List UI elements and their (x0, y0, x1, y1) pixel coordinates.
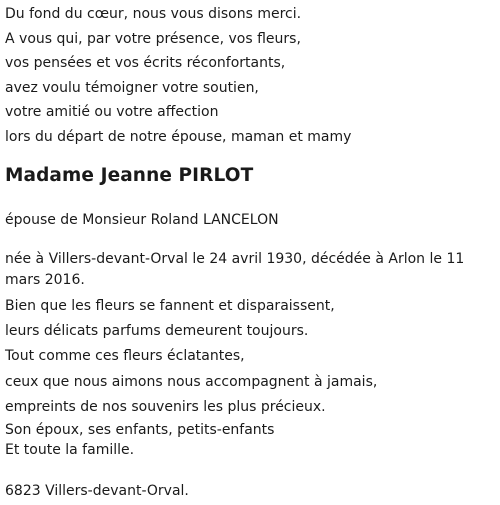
poem-line: leurs délicats parfums demeurent toujours. (5, 323, 309, 340)
thank-you-message (5, 2, 351, 150)
thank-you-line: avez voulu témoigner votre soutien, (5, 79, 259, 96)
family-line: Et toute la famille. (5, 442, 135, 458)
poem-line: Tout comme ces fleurs éclatantes, (5, 348, 245, 365)
thank-you-line: vos pensées et vos écrits réconfortants, (5, 55, 286, 72)
poem-line: empreints de nos souvenirs les plus précieux. (5, 398, 326, 415)
family-line: Son époux, ses enfants, petits-enfants (5, 422, 275, 438)
birth-death-details: née à Villers-devant-Orval le 24 avril 1930, décédée à Arlon le 11 mars 2016. (5, 251, 465, 288)
thank-you-line: lors du départ de notre épouse, maman et mamy (5, 128, 352, 145)
thank-you-line: A vous qui, par votre présence, vos fleurs, (5, 30, 301, 47)
deceased-name: Madame Jeanne PIRLOT (5, 165, 254, 186)
poem-line: ceux que nous aimons nous accompagnent à jamais, (5, 373, 378, 390)
thank-you-line: Du fond du cœur, nous vous disons merci. (5, 6, 302, 22)
address: 6823 Villers-devant-Orval. (5, 483, 189, 499)
spouse-line: épouse de Monsieur Roland LANCELON (5, 212, 279, 228)
poem-line: Bien que les fleurs se fannent et disparaissent, (5, 298, 335, 314)
family-signature (5, 420, 274, 460)
thank-you-line: votre amitié ou votre affection (5, 104, 219, 121)
poem (5, 294, 377, 420)
